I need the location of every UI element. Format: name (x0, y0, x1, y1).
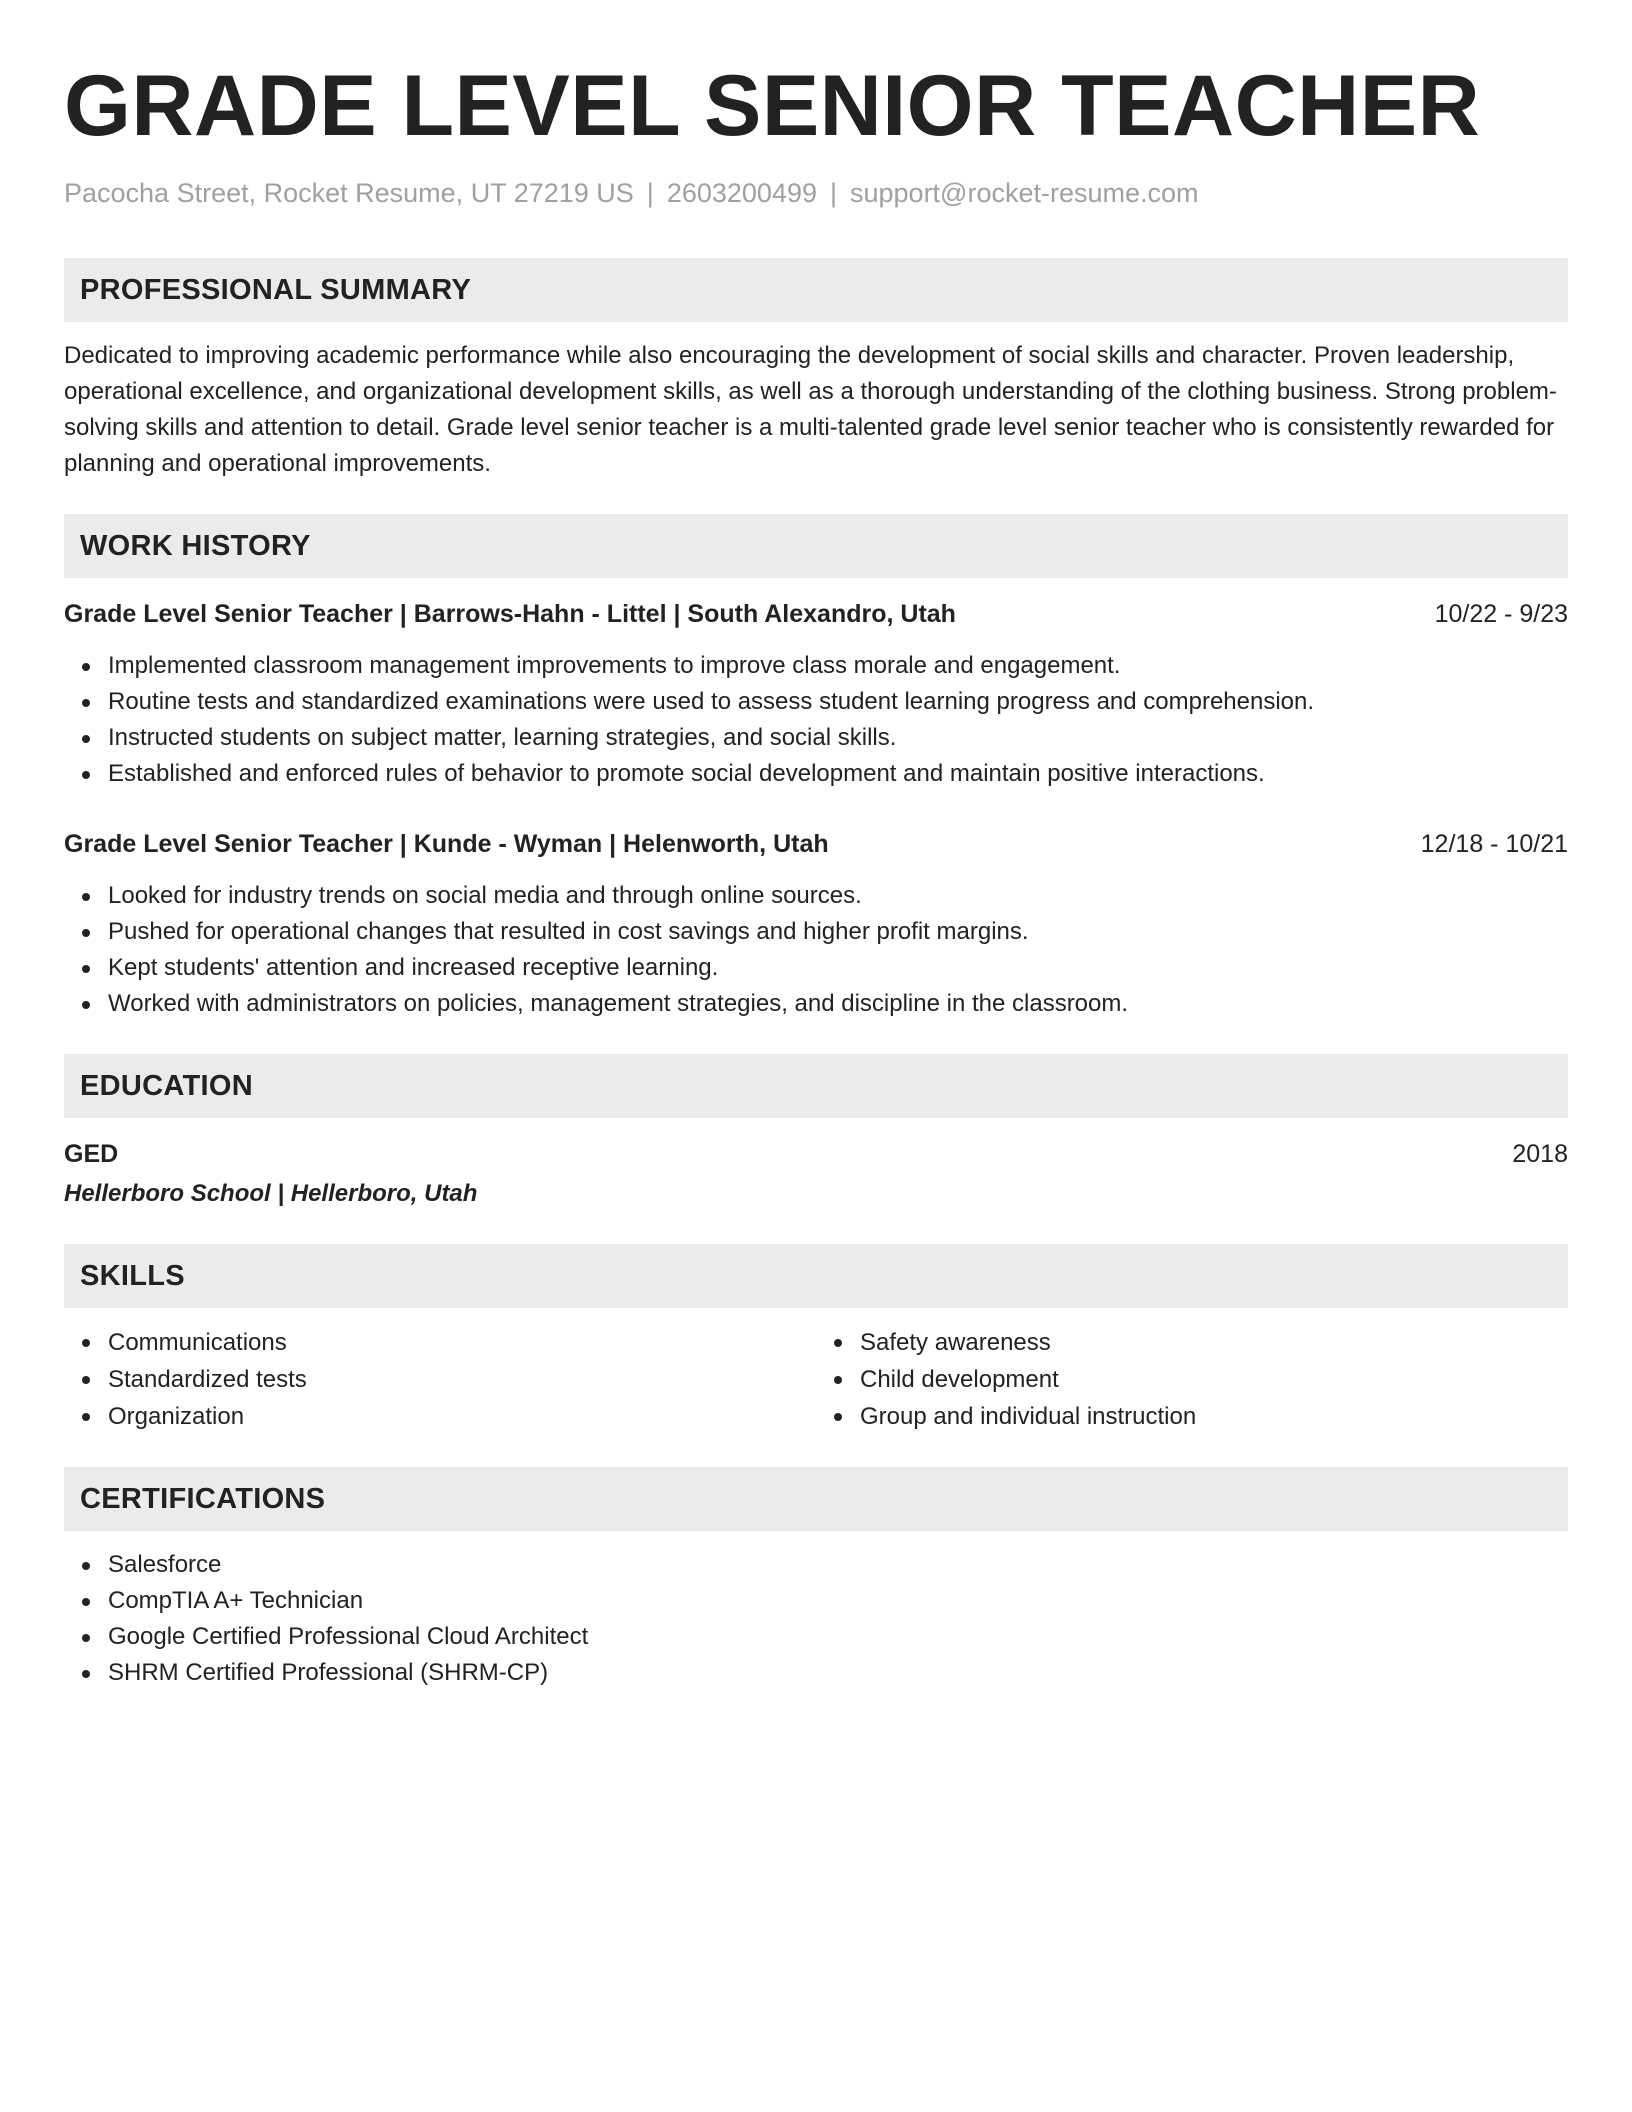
job-bullet: Worked with administrators on policies, management strategies, and discipline in the classroom. (108, 986, 1568, 1022)
skill-item: Organization (108, 1398, 816, 1435)
education-header (64, 1054, 1568, 1118)
skills-left-column (64, 1324, 816, 1435)
job-heading-row (64, 596, 1568, 632)
job-heading-row (64, 826, 1568, 862)
certifications-body (64, 1547, 1568, 1691)
education-year: 2018 (1512, 1140, 1568, 1168)
education-row (64, 1136, 1568, 1172)
job-bullet: Looked for industry trends on social media and through online sources. (108, 878, 1568, 914)
certification-item: SHRM Certified Professional (SHRM-CP) (108, 1655, 1568, 1691)
summary-body (64, 338, 1568, 482)
work-history-section (64, 514, 1568, 1022)
certifications-title: CERTIFICATIONS (80, 1482, 326, 1515)
skills-grid (64, 1324, 1568, 1435)
job-bullet: Pushed for operational changes that resulted in cost savings and higher profit margins. (108, 914, 1568, 950)
contact-phone: 2603200499 (666, 178, 817, 208)
job-entry (64, 826, 1568, 1022)
contact-address: Pacocha Street, Rocket Resume, UT 27219 US (64, 178, 634, 208)
skills-header (64, 1244, 1568, 1308)
certifications-header (64, 1467, 1568, 1531)
summary-header (64, 258, 1568, 322)
skill-item: Safety awareness (860, 1324, 1568, 1361)
education-body (64, 1136, 1568, 1212)
job-bullets (64, 878, 1568, 1022)
skills-right-column (816, 1324, 1568, 1435)
summary-section (64, 258, 1568, 482)
contact-separator: | (829, 178, 837, 208)
job-bullets (64, 648, 1568, 792)
job-bullet: Implemented classroom management improvements to improve class morale and engagement. (108, 648, 1568, 684)
skill-item: Child development (860, 1361, 1568, 1398)
job-bullet: Instructed students on subject matter, learning strategies, and social skills. (108, 720, 1568, 756)
education-school: Hellerboro School | Hellerboro, Utah (64, 1180, 478, 1207)
work-history-body (64, 596, 1568, 1022)
certification-item: Salesforce (108, 1547, 1568, 1583)
education-degree: GED (64, 1140, 119, 1168)
certifications-list (64, 1547, 1568, 1691)
summary-title: PROFESSIONAL SUMMARY (80, 273, 472, 306)
certification-item: Google Certified Professional Cloud Architect (108, 1619, 1568, 1655)
job-entry (64, 596, 1568, 792)
summary-text: Dedicated to improving academic performance while also encouraging the development of social skills and character. Proven leadership, operational excellence, and organizational development skills, as well as a thorough understanding of the clothing business. Strong problem-solving skills and attention to detail. Grade level senior teacher is a multi-talented grade level senior teacher who is consistently rewarded for planning and operational improvements. (64, 342, 1557, 477)
skill-item: Standardized tests (108, 1361, 816, 1398)
job-dates: 12/18 - 10/21 (1420, 830, 1568, 858)
education-section (64, 1054, 1568, 1212)
work-history-title: WORK HISTORY (80, 529, 311, 562)
work-history-header (64, 514, 1568, 578)
skills-title: SKILLS (80, 1259, 185, 1292)
skills-section (64, 1244, 1568, 1435)
job-bullet: Established and enforced rules of behavior to promote social development and maintain positive interactions. (108, 756, 1568, 792)
skill-item: Communications (108, 1324, 816, 1361)
certifications-section (64, 1467, 1568, 1691)
contact-email: support@rocket-resume.com (850, 178, 1199, 208)
contact-separator: | (646, 178, 654, 208)
education-title: EDUCATION (80, 1069, 253, 1102)
job-heading: Grade Level Senior Teacher | Kunde - Wyman | Helenworth, Utah (64, 830, 829, 858)
job-bullet: Kept students' attention and increased receptive learning. (108, 950, 1568, 986)
contact-line (64, 176, 1568, 210)
certification-item: CompTIA A+ Technician (108, 1583, 1568, 1619)
job-dates: 10/22 - 9/23 (1434, 600, 1568, 628)
job-bullet: Routine tests and standardized examinations were used to assess student learning progress and comprehension. (108, 684, 1568, 720)
candidate-name: GRADE LEVEL SENIOR TEACHER (64, 58, 1481, 154)
job-heading: Grade Level Senior Teacher | Barrows-Hahn - Littel | South Alexandro, Utah (64, 600, 956, 628)
skill-item: Group and individual instruction (860, 1398, 1568, 1435)
